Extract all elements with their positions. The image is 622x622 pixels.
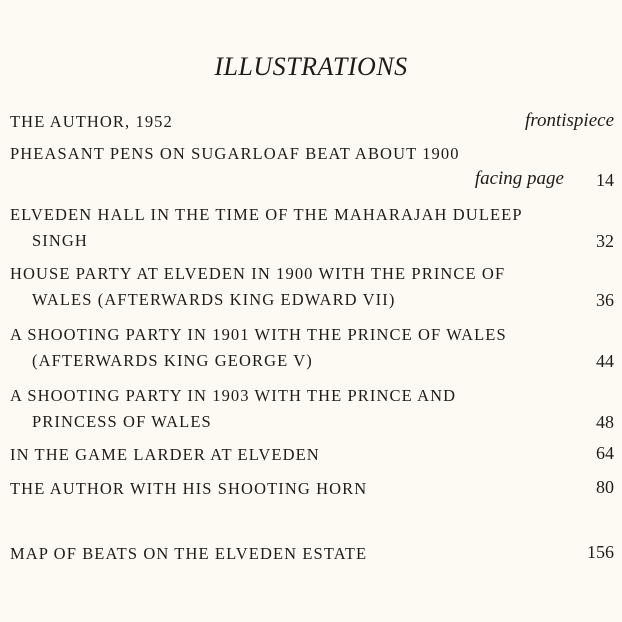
- entry-page: 44: [596, 351, 614, 371]
- entry-title-continued: PRINCESS OF WALES: [32, 412, 212, 431]
- entry-title: A SHOOTING PARTY IN 1901 WITH THE PRINCE OF WALES: [10, 325, 507, 344]
- entry-page: 32: [596, 231, 614, 251]
- entry-page: 14: [596, 170, 614, 190]
- entry-title: THE AUTHOR WITH HIS SHOOTING HORN: [10, 479, 368, 498]
- entry-title: A SHOOTING PARTY IN 1903 WITH THE PRINCE AND: [10, 386, 457, 405]
- entry-title: ELVEDEN HALL IN THE TIME OF THE MAHARAJAH DULEEP: [10, 205, 523, 224]
- entry-title: MAP OF BEATS ON THE ELVEDEN ESTATE: [10, 544, 368, 563]
- entry-title: HOUSE PARTY AT ELVEDEN IN 1900 WITH THE PRINCE OF: [10, 264, 506, 283]
- entry-title-continued: (AFTERWARDS KING GEORGE V): [32, 351, 313, 370]
- entry-page: 156: [587, 542, 614, 562]
- entry-page: 64: [596, 443, 614, 463]
- entry-page: frontispiece: [525, 110, 614, 131]
- entry-page: 36: [596, 290, 614, 310]
- entry-title-continued: WALES (AFTERWARDS KING EDWARD VII): [32, 290, 396, 309]
- entry-title: PHEASANT PENS ON SUGARLOAF BEAT ABOUT 1900: [10, 144, 460, 163]
- entry-page: 48: [596, 412, 614, 432]
- entry-page: 80: [596, 477, 614, 497]
- entry-title: THE AUTHOR, 1952: [10, 112, 173, 131]
- entry-title-continued: SINGH: [32, 231, 88, 250]
- entry-title: IN THE GAME LARDER AT ELVEDEN: [10, 445, 320, 464]
- facing-page-label: facing page: [474, 168, 564, 189]
- page-heading: ILLUSTRATIONS: [214, 52, 408, 81]
